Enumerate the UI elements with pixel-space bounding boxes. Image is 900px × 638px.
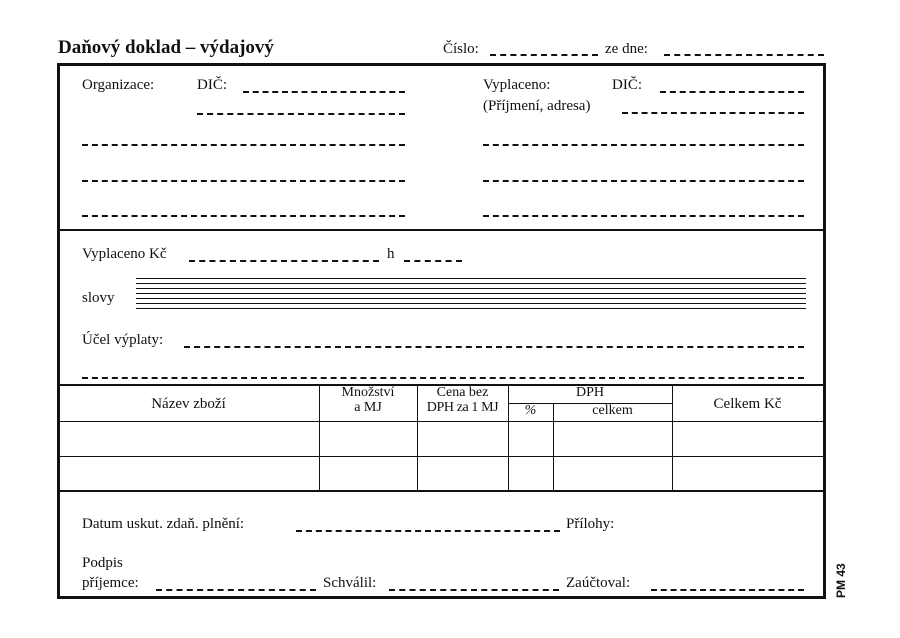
ucel-vyplaty-field[interactable] — [184, 346, 804, 348]
ucel-vyplaty-field-2[interactable] — [82, 377, 804, 379]
vyplaceno-kc-field[interactable] — [189, 260, 379, 262]
recipient-dic-label: DIČ: — [612, 77, 642, 93]
col-header-cena-2: DPH za 1 MJ — [426, 400, 499, 415]
col-header-mnozstvi-2: a MJ — [354, 400, 382, 415]
zauctoval-field[interactable] — [651, 589, 804, 591]
prijemce-field[interactable] — [156, 589, 316, 591]
schvalil-label: Schválil: — [323, 575, 377, 591]
org-dic-field[interactable] — [243, 91, 405, 93]
podpis-label: Podpis — [82, 555, 123, 571]
col-header-dph: DPH — [575, 385, 604, 400]
datum-plneni-label: Datum uskut. zdaň. plnění: — [82, 516, 245, 532]
datum-plneni-field[interactable] — [296, 530, 560, 532]
section-divider-1 — [58, 229, 825, 231]
form-code: PM 43 — [834, 563, 848, 598]
h-label: h — [387, 246, 395, 262]
org-line-3[interactable] — [82, 215, 405, 217]
prijemce-label: příjemce: — [82, 575, 139, 591]
section-divider-3 — [58, 490, 825, 492]
ucel-vyplaty-label: Účel výplaty: — [82, 332, 164, 348]
cislo-label: Číslo: — [443, 41, 479, 57]
cislo-field[interactable] — [490, 54, 598, 56]
ze-dne-field[interactable] — [664, 54, 824, 56]
h-field[interactable] — [404, 260, 462, 262]
prilohy-label: Přílohy: — [566, 516, 615, 532]
prijmeni-adresa-field[interactable] — [622, 112, 804, 114]
schvalil-field[interactable] — [389, 589, 559, 591]
vyplaceno-label: Vyplaceno: — [483, 77, 551, 93]
table-row[interactable] — [58, 457, 825, 490]
recipient-line-1[interactable] — [483, 144, 804, 146]
col-header-celkem-kc: Celkem Kč — [713, 396, 782, 412]
col-header-mnozstvi-1: Množství — [341, 385, 395, 400]
col-header-nazev: Název zboží — [151, 396, 226, 412]
vyplaceno-kc-label: Vyplaceno Kč — [82, 246, 167, 262]
recipient-dic-field[interactable] — [660, 91, 804, 93]
prijmeni-adresa-label: (Příjmení, adresa) — [483, 98, 591, 114]
recipient-line-3[interactable] — [483, 215, 804, 217]
zauctoval-label: Zaúčtoval: — [566, 575, 631, 591]
org-line-1[interactable] — [82, 144, 405, 146]
table-row[interactable] — [58, 422, 825, 456]
organizace-label: Organizace: — [82, 77, 155, 93]
org-line-2[interactable] — [82, 180, 405, 182]
col-header-cena-1: Cena bez — [436, 385, 489, 400]
org-dic-label: DIČ: — [197, 77, 227, 93]
recipient-line-2[interactable] — [483, 180, 804, 182]
ze-dne-label: ze dne: — [605, 41, 648, 57]
col-header-procent: % — [524, 403, 537, 418]
org-dic-field-2[interactable] — [197, 113, 405, 115]
col-header-dph-celkem: celkem — [592, 403, 633, 418]
document-title: Daňový doklad – výdajový — [58, 37, 274, 58]
slovy-label: slovy — [82, 290, 115, 306]
